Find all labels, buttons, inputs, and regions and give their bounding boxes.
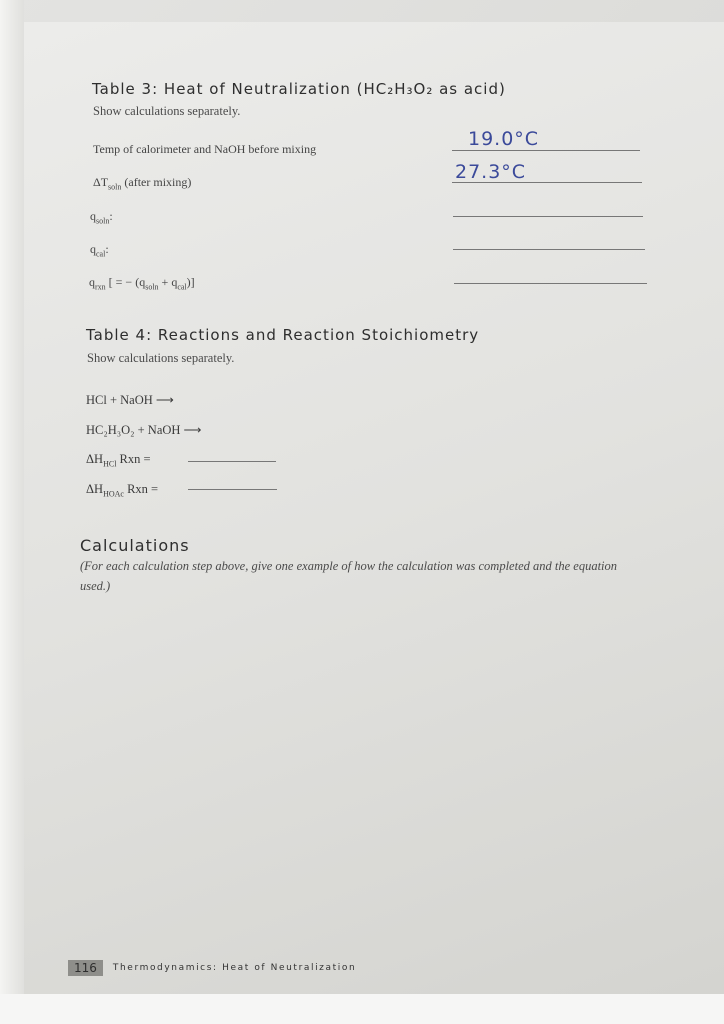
bottom-background [0,994,724,1024]
reaction-hcl-naoh: HCl + NaOH ⟶ [86,393,174,407]
row-delta-t-value: 27.3°C [455,161,527,183]
calculations-title: Calculations [80,536,190,555]
reaction-hoac-naoh: HC₂H₃O₂ + NaOH ⟶ [86,423,202,437]
calculations-instructions: (For each calculation step above, give one example of how the calculation was completed and the equation used.) [80,559,618,593]
row-q-cal-label: $q_{cal}$: [90,242,109,259]
row-delta-t-label: $\Delta T_{soln}$ (after mixing) [93,175,192,192]
table4-subtitle: Show calculations separately. [87,351,235,365]
page-edge-shadow [0,0,24,1024]
delta-h-hoac-line [188,489,277,490]
row-temp-before-line [452,150,640,151]
delta-h-hcl-line [188,461,276,462]
table3-subtitle: Show calculations separately. [93,104,241,118]
worksheet-page [24,22,724,994]
page-number: 116 [68,960,103,976]
page-footer [68,960,356,976]
row-q-soln-label: $q_{soln}$: [90,209,113,226]
row-temp-before-value: 19.0°C [468,128,540,150]
table3-title: Table 3: Heat of Neutralization (HC₂H₃O₂ as acid) [92,80,506,98]
row-q-rxn-line [454,283,647,284]
row-q-rxn-label: $q_{rxn}$ [ = − $(q_{soln} + q_{cal})$] [89,275,195,292]
row-temp-before-label: Temp of calorimeter and NaOH before mixing [93,142,317,156]
row-delta-t-line [452,182,642,183]
row-q-cal-line [453,249,645,250]
table4-title: Table 4: Reactions and Reaction Stoichiometry [86,326,480,344]
delta-h-hoac-label: $\Delta H_{HOAc}$ Rxn = [86,482,159,499]
delta-h-hcl-label: $\Delta H_{HCl}$ Rxn = [86,452,151,469]
row-q-soln-line [453,216,643,217]
chapter-title: Thermodynamics: Heat of Neutralization [112,963,357,973]
